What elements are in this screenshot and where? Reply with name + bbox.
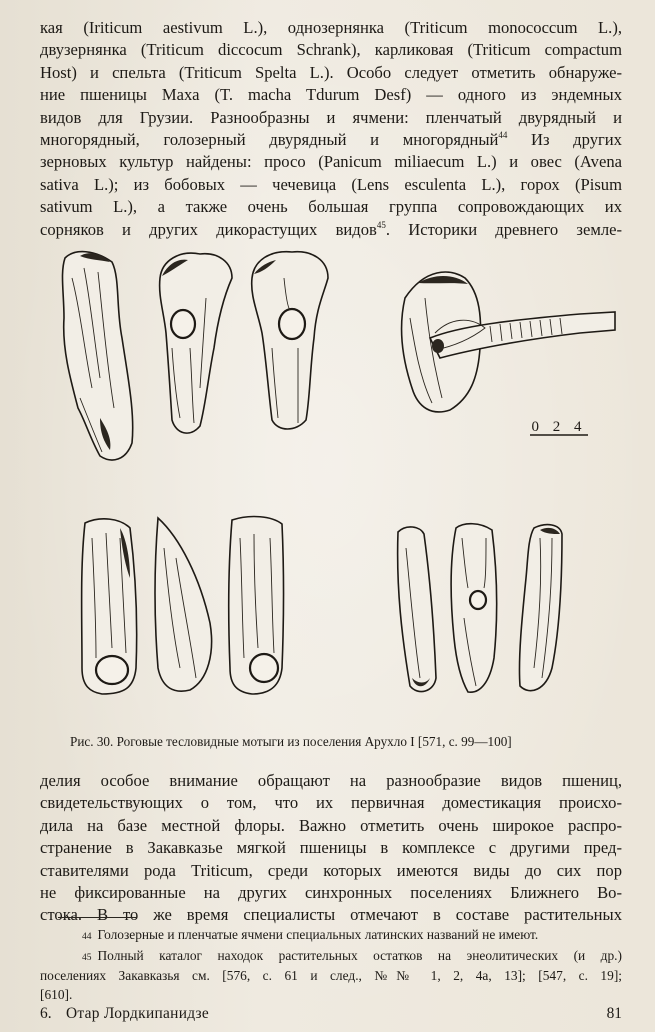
hoe-drawing-9 <box>519 525 562 691</box>
text-line: дила на базе местной флоры. Важно отметить очень широкое распро- <box>40 815 622 835</box>
footnote-number: 44 <box>82 932 92 942</box>
footnote-number: 45 <box>82 952 92 963</box>
hoe-drawing-1 <box>62 252 132 460</box>
text-fragment: Историки древнего земле- <box>408 219 622 239</box>
text-line: зерновых культур найдены: просо (Panicum miliaecum L.) и овес (Avena <box>40 152 622 172</box>
text-line: двузернянка (Triticum diccocum Schrank), карликовая (Triticum compactum <box>40 40 622 60</box>
text-line: ние пшеницы Маха (T. macha Tdurum Desf) — одного из эндемных <box>40 85 622 105</box>
footnote-separator <box>58 917 136 918</box>
footnote-45 <box>40 947 622 968</box>
figure-hoes-illustration <box>40 238 630 728</box>
footnotes <box>40 926 622 1004</box>
text-line: видов для Грузии. Разнообразны и ячмени: пленчатый двурядный и <box>40 107 622 127</box>
footnote-text: Голозерные и пленчатые ячмени специальных латинских названий не имеют. <box>97 927 539 942</box>
running-author: Отар Лордкипанидзе <box>66 1005 210 1022</box>
text-line: ставителями рода Triticum, среди которых имеются виды до сих пор <box>40 860 622 880</box>
page-number: 81 <box>606 1005 622 1022</box>
paragraph-top <box>40 17 622 241</box>
footnote-text: Полный каталог находок растительных остатков на энеолитических (и др.) <box>97 947 622 963</box>
text-line: свидетельствующих о том, что их первичная доместикация происхо- <box>40 793 622 813</box>
text-line-with-footnote-45: сорняков и других дикорастущих видов$^{45}$. Историки древнего земле- <box>40 219 622 239</box>
hoe-drawing-3 <box>252 252 328 429</box>
text-line: не фиксированные на других синхронных поселениях Ближнего Во- <box>40 883 622 903</box>
scale-bar <box>530 419 588 435</box>
text-line-with-footnote-44 <box>40 129 622 151</box>
text-line: sativum L.), а также очень большая группа сопровождающих их <box>40 197 622 217</box>
text-line: кая (Iriticum aestivum L.), однозернянка (Triticum monococcum L.), <box>40 18 622 37</box>
signature-mark: 6. <box>40 1005 52 1022</box>
footnote-ref-45[interactable]: 45 <box>376 219 386 230</box>
footnote-text-line: [610]. <box>40 986 73 1002</box>
figure-caption: Рис. 30. Роговые тесловидные мотыги из поселения Арухло I [571, с. 99—100] <box>70 734 512 749</box>
text-line: странение в Закавказье мягкой пшеницы в комплексе с другими пред- <box>40 838 622 858</box>
hafted-hoe-drawing <box>401 272 615 412</box>
text-line: Host) и спельта (Triticum Spelta L.). Особо следует отметить обнаруже- <box>40 62 622 82</box>
hoe-drawing-7 <box>398 527 436 692</box>
hoe-drawing-8 <box>451 524 497 692</box>
text-fragment: многорядный, голозерный двурядный и многорядный <box>40 130 499 150</box>
text-line: делия особое внимание обращают на разнообразие видов пшениц, <box>40 771 622 790</box>
hoe-drawing-4 <box>82 519 137 694</box>
footnote-text-line: поселениях Закавказья см. [576, с. 61 и след., №№ 1, 2, 4а, 13]; [547, с. 19]; <box>40 968 622 984</box>
paragraph-bottom <box>40 770 622 927</box>
scale-label: 0 2 4 <box>531 419 587 435</box>
footnote-ref-44[interactable]: 44 <box>498 130 508 141</box>
text-line: стока. В то же время специалисты отмечают в составе растительных <box>40 905 622 925</box>
hoe-drawing-2 <box>160 253 232 433</box>
hoe-drawing-5 <box>155 518 212 691</box>
text-fragment: сорняков и других дикорастущих видов <box>40 219 377 239</box>
text-fragment: Из других <box>531 130 622 150</box>
hoe-drawing-6 <box>229 517 284 694</box>
text-line: sativa L.); из бобовых — чечевица (Lens esculenta L.), горох (Pisum <box>40 174 622 194</box>
footnote-44 <box>40 926 622 947</box>
